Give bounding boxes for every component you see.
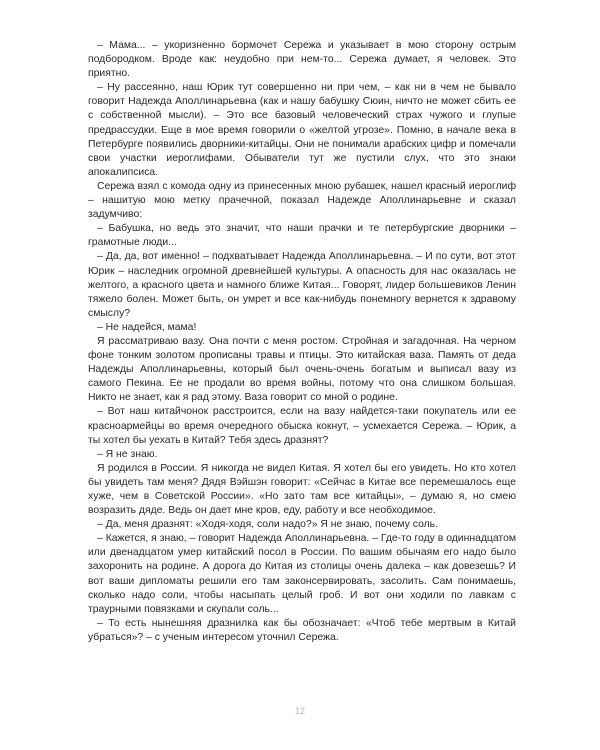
paragraph: – Мама... – укоризненно бормочет Сережа и указывает в мою сторону острым подбородком. Вроде как: неудобно при нем-то... Сережа думает, я человек. Это приятно. [88, 40, 516, 80]
paragraph: Я родился в России. Я никогда не видел Китая. Я хотел бы его увидеть. Но кто хотел бы увидеть там меня? Дядя Вэйшэн говорит: «Сейчас в Китае все перемешалось еще хуже, чем в Советской России». «Но зато там все китайцы», – думаю я, но смею возразить дяде. Ведь он дает мне кров, еду, работу и все необходимое. [88, 462, 516, 517]
paragraph: – Ну рассеянно, наш Юрик тут совершенно ни при чем, – как ни в чем не бывало говорит Надежда Аполлинарьевна (как и нашу бабушку Сюин, ничто не может сбить ее с собственной мысли). – Это все базовый человеческий страх чужого и глупые предрассудки. Еще в мое время говорили о «желтой угрозе». Помню, в начале века в Петербурге появились дворники-китайцы. Они не понимали арабских цифр и помечали свои участки иероглифами. Обыватели тут же пустили слух, что это знаки апокалипсиса. [88, 82, 516, 178]
paragraph: – Я не знаю. [97, 448, 158, 460]
paragraph: – Вот наш китайчонок расстроится, если на вазу найдется-таки покупатель или ее красноармейцы во время очередного обыска кокнут, – усмехается Сережа. – Юрик, а ты хотел бы уехать в Китай? Тебя здесь дразнят? [88, 406, 516, 446]
paragraph: – Да, меня дразнят: «Ходя-ходя, соли надо?» Я не знаю, почему соль. [97, 519, 438, 531]
paragraph: – Не надейся, мама! [97, 321, 197, 333]
page-number: 12 [294, 706, 305, 716]
paragraph: – Кажется, я знаю, – говорит Надежда Аполлинарьевна. – Где-то году в одиннадцатом или двенадцатом умер китайский посол в России. По вашим обычаям его надо было захоронить на родине. А дорога до Китая из столицы очень далека – как довезешь? И вот ваши дипломаты решили его там законсервировать, засолить. Сам понимаешь, сколько надо соли, чтобы насыпать целый гроб. И вот они ходили по лавкам с траурными повязками и скупали соль... [88, 533, 516, 615]
paragraph: – Да, да, вот именно! – подхватывает Надежда Аполлинарьевна. – И по сути, вот этот Юрик – наследник огромной древнейшей культуры. А опасность для нас оказалась не желтого, а красного цвета и намного ближе Китая... Говорят, лидер большевиков Ленин тяжело болен. Может быть, он умрет и все как-нибудь понемногу вернется к здравому смыслу? [88, 251, 516, 319]
paragraph: Сережа взял с комода одну из принесенных мною рубашек, нашел красный иероглиф – нашитую мою метку прачечной, показал Надежде Аполлинарьевне и сказал задумчиво: [88, 180, 516, 221]
paragraph: Я рассматриваю вазу. Она почти с меня ростом. Стройная и загадочная. На черном фоне тонким золотом прописаны травы и птицы. Это китайская ваза. Память от деда Надежды Аполлинарьевны, который был очень-очень богатым и выписал вазу из самого Пекина. Ее не продали во время войны, потому что она слишком большая. Никто не знает, как я рад этому. Ваза говорит со мной о родине. [88, 335, 516, 404]
paragraph: – То есть нынешняя дразнилка как бы обозначает: «Чтоб тебе мертвым в Китай убраться»? – с ученым интересом уточнил Сережа. [88, 617, 516, 643]
paragraph: – Бабушка, но ведь это значит, что наши прачки и те петербургские дворники – грамотные люди... [88, 223, 516, 249]
body-text [88, 39, 516, 645]
